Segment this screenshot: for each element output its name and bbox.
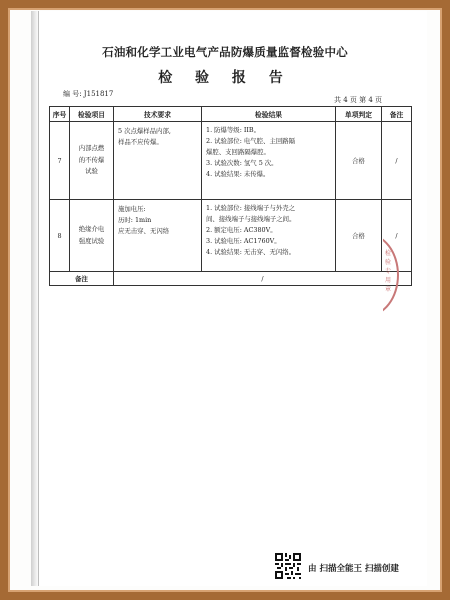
page-info: 共 4 页 第 4 页 xyxy=(334,96,383,104)
test-item-line: 试验 xyxy=(85,167,98,176)
official-seal-stamp xyxy=(383,233,399,318)
result-line: 间、接线端子与接线端子之间。 xyxy=(206,215,296,223)
test-result xyxy=(202,122,336,200)
header-cell: 检验项目 xyxy=(70,107,114,122)
test-item-line: 内部点燃 xyxy=(78,144,105,153)
report-number: 编 号: J151817 xyxy=(63,90,114,98)
result-line: 4. 试验结果: 未传爆。 xyxy=(206,170,270,178)
result-line: 3. 试验电压: AC1760V。 xyxy=(206,237,281,245)
header-cell: 技术要求 xyxy=(114,107,202,122)
binding-seam xyxy=(38,11,39,586)
header-cell: 备注 xyxy=(382,107,412,122)
requirement-line: 样品不应传爆。 xyxy=(118,138,163,146)
table-row xyxy=(50,122,412,200)
verdict: 合格 xyxy=(336,200,382,272)
row-index: 7 xyxy=(50,122,70,200)
test-item-line: 的不传爆 xyxy=(78,155,105,164)
result-line: 2. 额定电压: AC380V。 xyxy=(206,226,277,234)
result-line: 1. 试验部位: 接线端子与外壳之 xyxy=(206,204,296,212)
remarks-row xyxy=(50,272,412,286)
requirement-line: 施加电压: xyxy=(118,205,146,213)
result-line: 4. 试验结果: 无击穿、无闪络。 xyxy=(206,248,296,256)
requirement-line: 历时: 1min xyxy=(118,216,152,224)
inspection-table xyxy=(49,106,412,286)
verdict: 合格 xyxy=(336,122,382,200)
remarks-label: 备注 xyxy=(50,272,114,286)
technical-requirement xyxy=(114,200,202,272)
scanner-watermark xyxy=(272,551,442,581)
technical-requirement xyxy=(114,122,202,200)
requirement-line: 5 次点爆样品内部, xyxy=(118,127,171,135)
result-line: 2. 试验部位: 电气腔、主回路隔 xyxy=(206,137,296,145)
remark: / xyxy=(382,122,412,200)
remarks-value: / xyxy=(114,272,412,286)
header-cell: 单项判定 xyxy=(336,107,382,122)
test-result xyxy=(202,200,336,272)
table-header-row xyxy=(50,107,412,122)
header-cell: 序号 xyxy=(50,107,70,122)
test-item-line: 绝缘介电 xyxy=(78,225,105,233)
report-title: 石油和化学工业电气产品防爆质量监督检验中心 xyxy=(102,45,348,59)
result-line: 3. 试验次数: 氢气 5 次。 xyxy=(206,159,278,167)
test-item-line: 强度试验 xyxy=(78,236,105,245)
table-row xyxy=(50,200,412,272)
scanner-credit: 由 扫描全能王 扫描创建 xyxy=(308,564,399,574)
seal-text: 检验专用章 xyxy=(385,250,392,293)
test-item xyxy=(70,122,114,200)
result-line: 爆腔、支回路隔爆腔。 xyxy=(206,148,270,156)
qr-code-icon xyxy=(275,553,301,579)
test-item xyxy=(70,200,114,272)
remark: / xyxy=(382,200,412,272)
result-line: 1. 防爆等级: IIB。 xyxy=(206,126,261,134)
header-cell: 检验结果 xyxy=(202,107,336,122)
requirement-line: 应无击穿、无闪络 xyxy=(118,227,170,235)
report-subtitle: 检 验 报 告 xyxy=(158,70,292,86)
row-index: 8 xyxy=(50,200,70,272)
